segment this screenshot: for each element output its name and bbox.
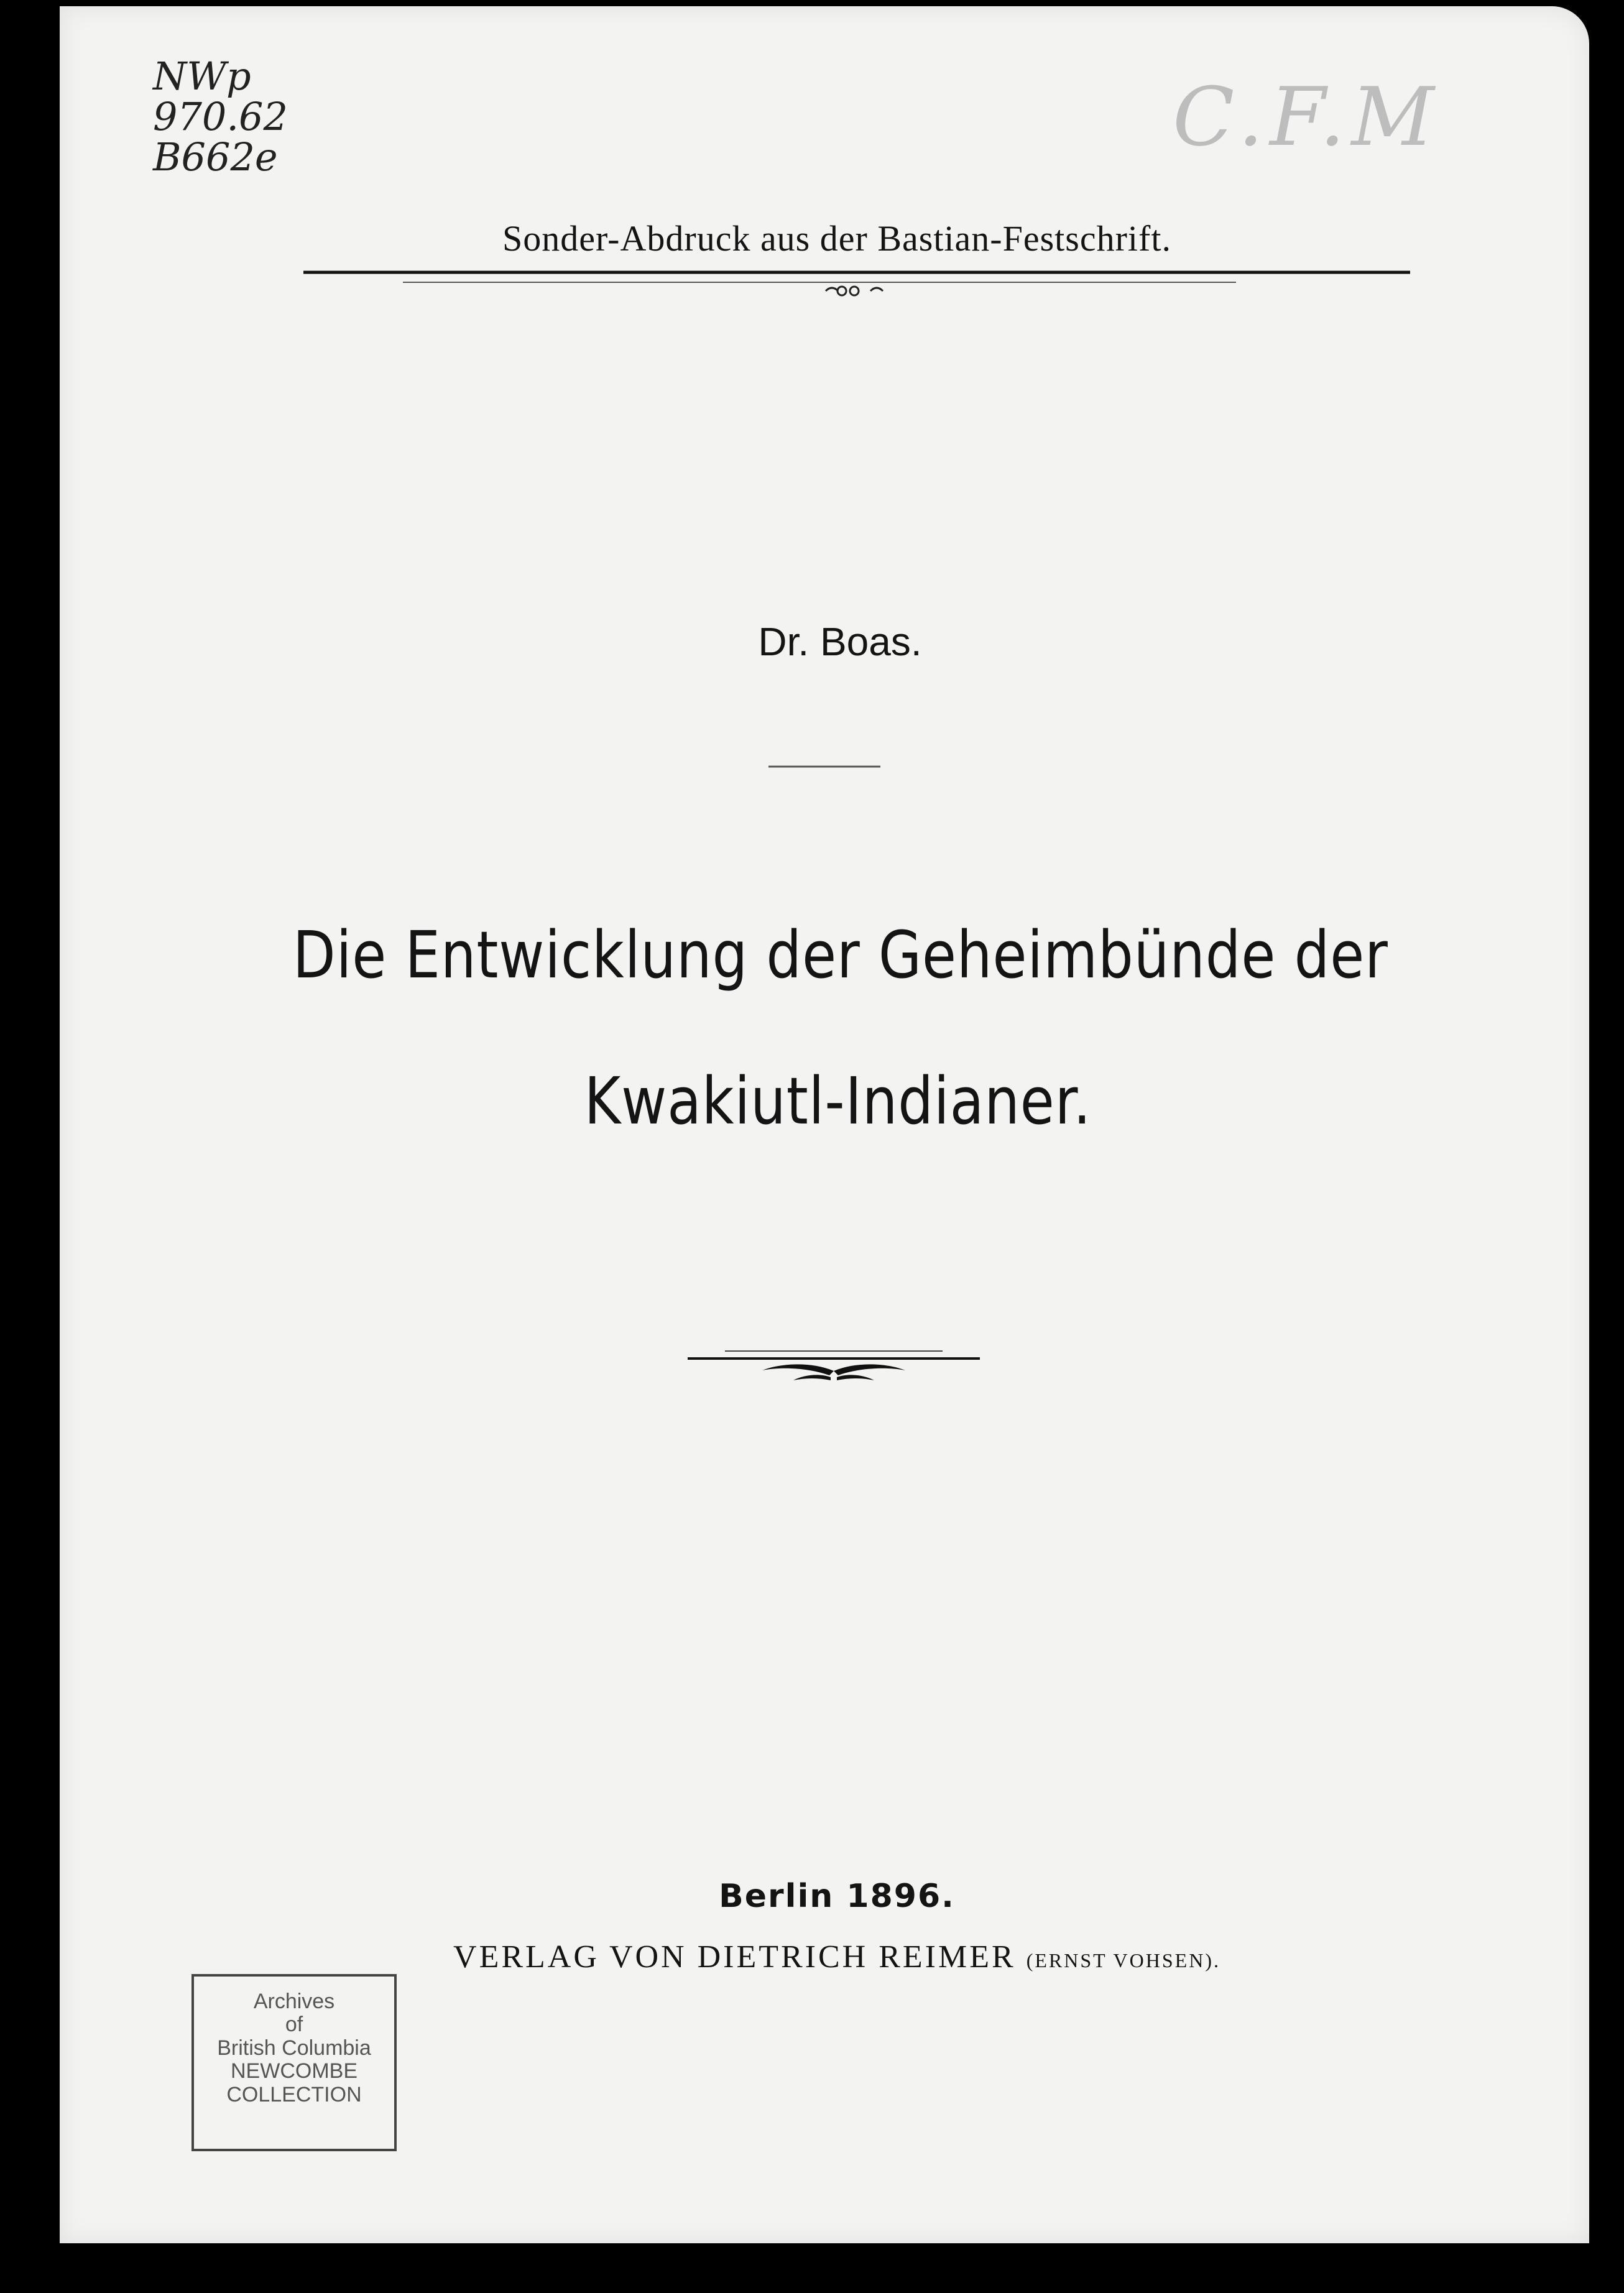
imprint-publisher-line — [60, 1939, 1589, 1975]
stamp-line: NEWCOMBE — [231, 2059, 358, 2083]
imprint-publisher-note: (ERNST VOHSEN). — [1026, 1949, 1220, 1972]
imprint-place-year: Berlin 1896. — [719, 1878, 955, 1915]
flourish-icon — [762, 1364, 905, 1380]
archive-stamp — [191, 1974, 397, 2151]
imprint-publisher: VERLAG VON DIETRICH REIMER — [453, 1939, 1016, 1975]
handwritten-call-number — [153, 53, 288, 180]
stamp-line: of — [285, 2013, 303, 2037]
stamp-line: COLLECTION — [226, 2082, 362, 2106]
author: Dr. Boas. — [758, 619, 922, 664]
header-rule — [303, 266, 1410, 300]
title-ornament — [688, 1343, 980, 1386]
stamp-line: British Columbia — [217, 2036, 371, 2060]
stamp-line: Archives — [253, 1990, 335, 2013]
call-number-line: NWp — [153, 53, 251, 99]
title-line-2: Kwakiutl-Indianer. — [584, 1063, 1092, 1139]
call-number-line: B662e — [153, 134, 278, 180]
title-line-1: Die Entwicklung der Geheimbünde der — [292, 917, 1388, 993]
call-number-line: 970.62 — [153, 94, 288, 140]
author-divider — [768, 764, 880, 770]
header-title: Sonder-Abdruck aus der Bastian-Festschrift. — [502, 218, 1171, 259]
handwritten-corner-mark: C.F.M — [1173, 70, 1441, 164]
ornament-icon — [826, 287, 883, 295]
document-page — [60, 6, 1589, 2243]
